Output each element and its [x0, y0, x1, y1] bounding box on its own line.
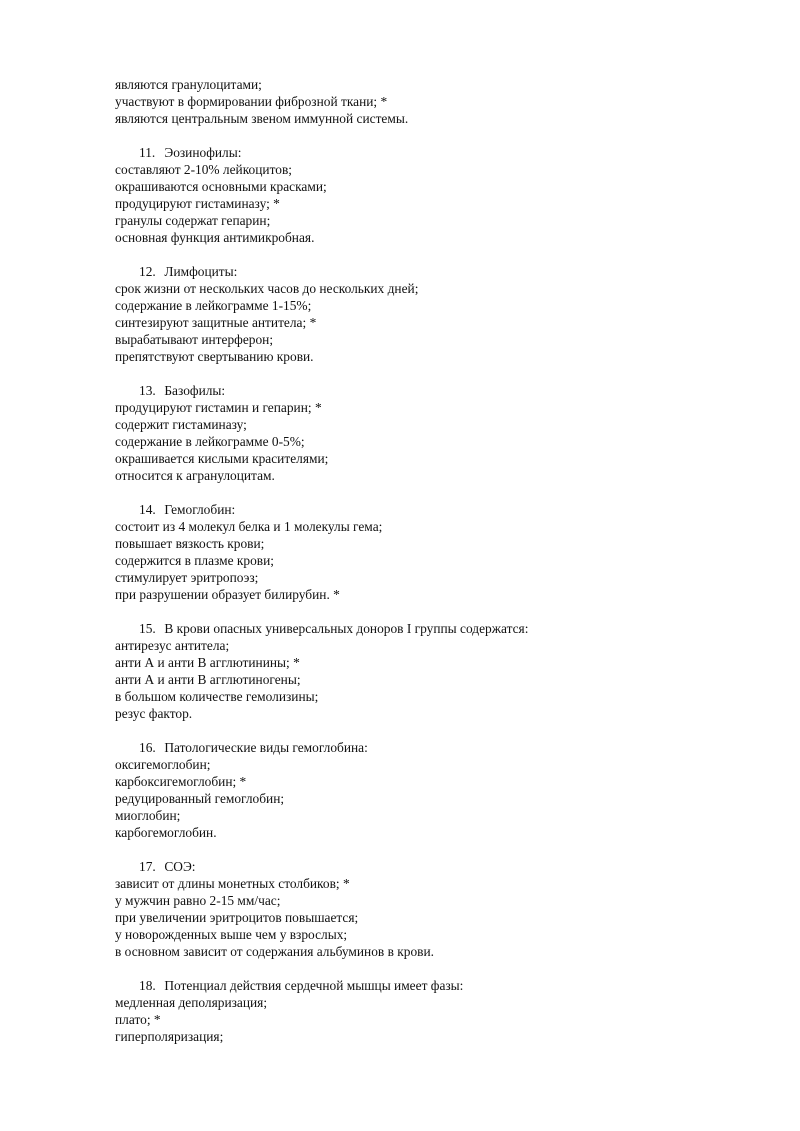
question-11 [115, 144, 755, 246]
question-title: Патологические виды гемоглобина: [164, 740, 368, 755]
question-number: 18. [139, 978, 156, 993]
answer-line: относится к агранулоцитам. [115, 468, 275, 483]
question-number: 11. [139, 145, 156, 160]
answer-line: карбоксигемоглобин; * [115, 774, 247, 789]
question-13 [115, 382, 755, 484]
answer-line: составляют 2-10% лейкоцитов; [115, 162, 292, 177]
answer-line: синтезируют защитные антитела; * [115, 315, 317, 330]
answer-line: редуцированный гемоглобин; [115, 791, 285, 806]
question-title: СОЭ: [164, 859, 196, 874]
question-18 [115, 977, 755, 1045]
intro-answers [115, 76, 755, 127]
question-number: 14. [139, 502, 156, 517]
question-title: Лимфоциты: [164, 264, 238, 279]
answer-line: окрашиваются основными красками; [115, 179, 327, 194]
document-page [115, 76, 755, 1045]
question-title: Базофилы: [164, 383, 226, 398]
answer-line: продуцируют гистаминазу; * [115, 196, 280, 211]
answer-line: при увеличении эритроцитов повышается; [115, 910, 359, 925]
question-14 [115, 501, 755, 603]
question-number: 17. [139, 859, 156, 874]
answer-line: анти А и анти В агглютиногены; [115, 672, 301, 687]
answer-line: в большом количестве гемолизины; [115, 689, 319, 704]
answer-line: оксигемоглобин; [115, 757, 211, 772]
question-number: 15. [139, 621, 156, 636]
question-number: 13. [139, 383, 156, 398]
question-heading [115, 858, 755, 875]
question-heading [115, 144, 755, 161]
answer-line: вырабатывают интерферон; [115, 332, 274, 347]
question-number: 12. [139, 264, 156, 279]
answer-line: содержит гистаминазу; [115, 417, 247, 432]
answer-line: анти А и анти В агглютинины; * [115, 655, 300, 670]
answer-line: у мужчин равно 2-15 мм/час; [115, 893, 281, 908]
answer-line: являются гранулоцитами; [115, 77, 262, 92]
answer-line: карбогемоглобин. [115, 825, 217, 840]
answer-line: у новорожденных выше чем у взрослых; [115, 927, 348, 942]
question-heading [115, 501, 755, 518]
answer-line: антирезус антитела; [115, 638, 230, 653]
question-number: 16. [139, 740, 156, 755]
question-heading [115, 977, 755, 994]
answer-line: гранулы содержат гепарин; [115, 213, 271, 228]
answer-line: резус фактор. [115, 706, 193, 721]
answer-line: повышает вязкость крови; [115, 536, 265, 551]
answer-line: миоглобин; [115, 808, 181, 823]
question-title: Потенциал действия сердечной мышцы имеет фазы: [164, 978, 464, 993]
question-15 [115, 620, 755, 722]
answer-line: состоит из 4 молекул белка и 1 молекулы гема; [115, 519, 383, 534]
question-heading [115, 263, 755, 280]
question-16 [115, 739, 755, 841]
question-heading [115, 620, 755, 637]
answer-line: зависит от длины монетных столбиков; * [115, 876, 350, 891]
answer-line: содержание в лейкограмме 1-15%; [115, 298, 312, 313]
question-heading [115, 382, 755, 399]
answer-line: при разрушении образует билирубин. * [115, 587, 340, 602]
question-heading [115, 739, 755, 756]
answer-line: в основном зависит от содержания альбуминов в крови. [115, 944, 434, 959]
answer-line: продуцируют гистамин и гепарин; * [115, 400, 322, 415]
answer-line: окрашивается кислыми красителями; [115, 451, 329, 466]
answer-line: содержание в лейкограмме 0-5%; [115, 434, 305, 449]
answer-line: стимулирует эритропоэз; [115, 570, 259, 585]
question-12 [115, 263, 755, 365]
answer-line: плато; * [115, 1012, 161, 1027]
answer-line: участвуют в формировании фиброзной ткани; * [115, 94, 388, 109]
answer-line: содержится в плазме крови; [115, 553, 275, 568]
answer-line: медленная деполяризация; [115, 995, 268, 1010]
answer-line: препятствуют свертыванию крови. [115, 349, 314, 364]
answer-line: основная функция антимикробная. [115, 230, 315, 245]
question-title: В крови опасных универсальных доноров I группы содержатся: [164, 621, 529, 636]
question-title: Эозинофилы: [164, 145, 242, 160]
answer-line: гиперполяризация; [115, 1029, 224, 1044]
answer-line: срок жизни от нескольких часов до нескольких дней; [115, 281, 419, 296]
question-17 [115, 858, 755, 960]
answer-line: являются центральным звеном иммунной системы. [115, 111, 409, 126]
question-title: Гемоглобин: [164, 502, 236, 517]
